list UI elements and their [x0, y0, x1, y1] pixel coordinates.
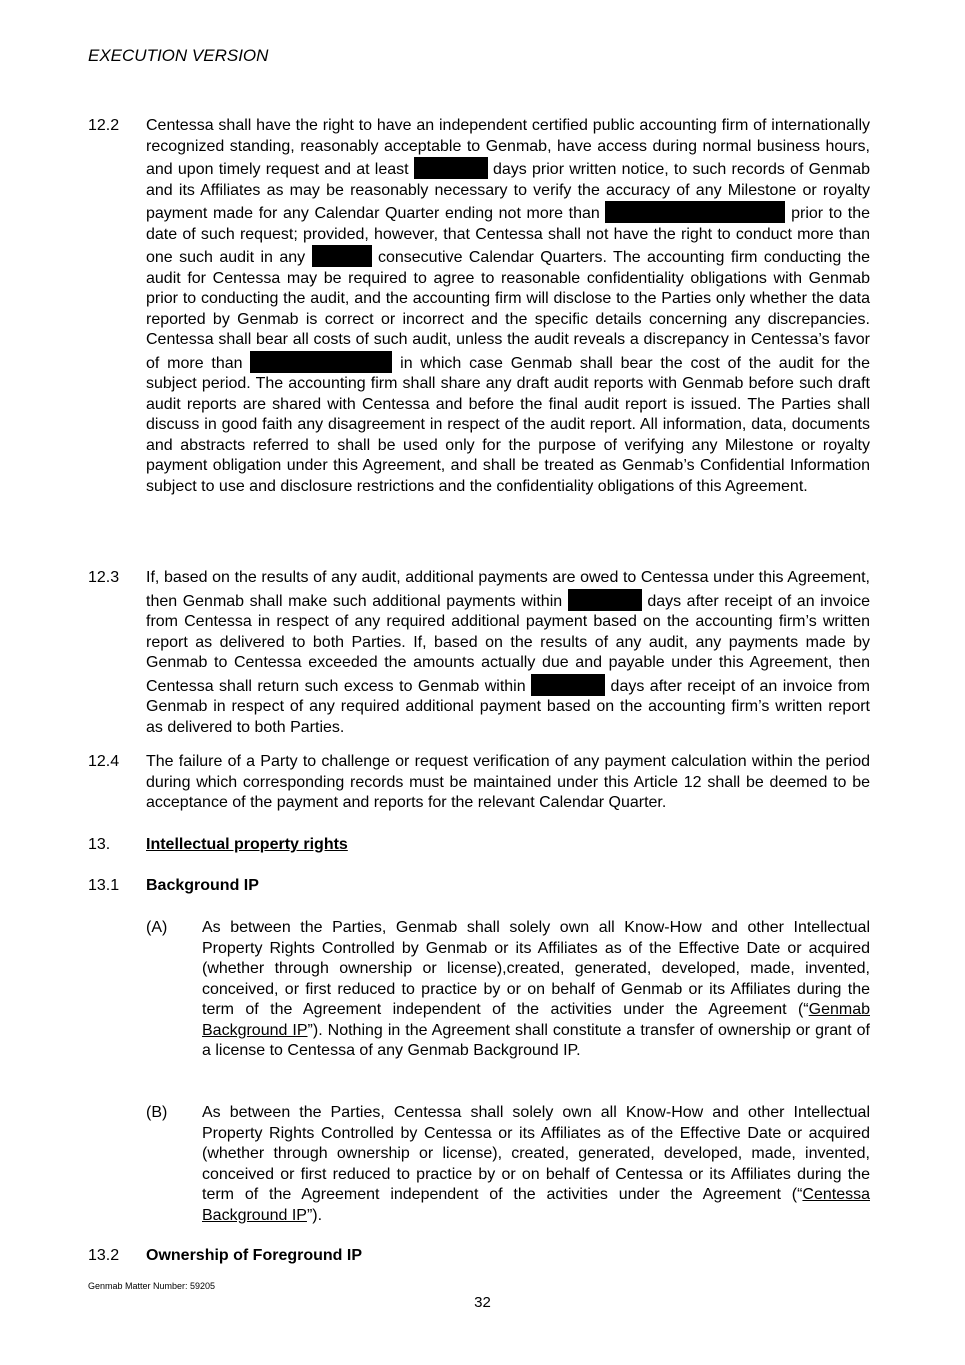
subsection-label: (A) [146, 919, 168, 936]
section-body: Centessa shall have the right to have an independent certified public accounting firm of internationally recognized standing, reasonably acceptable to Genmab, have access during normal business hours, and upon timely request and at least days prior written notice, to such records of Genmab and its Affiliates as may be reasonably necessary to verify the accuracy of any Milestone or royalty payment made for any Calendar Quarter ending not more than prior to the date of such request; provided, however, that Centessa shall not have the right to conduct more than one such audit in any consecutive Calendar Quarters. The accounting firm conducting the audit for Centessa may be required to agree to reasonable confidentiality obligations with Genmab prior to conducting the audit, and the accounting firm will disclose to the Parties only whether the data reported by Genmab is correct or incorrect and the specific details concerning any discrepancies. Centessa shall bear all costs of such audit, unless the audit reveals a discrepancy in Centessa’s favor of more than in which case Genmab shall bear the cost of the audit for the subject period. The accounting firm shall share any draft audit reports with Genmab before such draft audit reports are shared with Centessa and before the final audit report is issued. The Parties shall discuss in good faith any disagreement in respect of the audit report. All information, data, documents and abstracts referred to shall be used only for the purpose of verifying any Milestone or royalty payment obligation under this Agreement, and shall be treated as Genmab’s Confidential Information subject to use and disclosure restrictions and the confidentiality obligations of this Agreement. [146, 117, 871, 495]
section-number: 13. [88, 836, 111, 853]
page-number: 32 [474, 1294, 491, 1311]
redaction-block [250, 351, 392, 373]
section-number: 13.1 [88, 877, 120, 894]
redaction-block [312, 245, 372, 267]
subsection-body: As between the Parties, Centessa shall solely own all Know-How and other Intellectual Property Rights Controlled by Centessa or its Affiliates as of the Effective Date or acquired (whether through ownership or license), created, generated, developed, made, invented, conceived or first reduced to practice by or on behalf of Centessa or its Affiliates during the term of the Agreement independent of the activities under the Agreement (“Centessa Background IP”). [202, 1104, 870, 1224]
section-number: 12.3 [88, 569, 120, 586]
subsection-body: As between the Parties, Genmab shall solely own all Know-How and other Intellectual Property Rights Controlled by Genmab or its Affiliates as of the Effective Date or acquired (whether through ownership or license),created, generated, developed, made, invented, conceived, or first reduced to practice by or on behalf of Genmab or its Affiliates during the term of the Agreement independent of the activities under the Agreement (“Genmab Background IP”). Nothing in the Agreement shall constitute a transfer of ownership or grant of a license to Centessa of any Genmab Background IP. [202, 919, 870, 1059]
subsection-b [146, 1103, 870, 1226]
subsection-a [146, 918, 870, 1062]
defined-term: Centessa Background IP [202, 1186, 870, 1224]
redaction-block [414, 157, 488, 179]
section-title: Ownership of Foreground IP [146, 1247, 362, 1264]
section-12-3 [88, 568, 870, 738]
section-body: The failure of a Party to challenge or request verification of any payment calculation within the period during which corresponding records must be maintained under this Article 12 shall be deemed to be acceptance of the payment and reports for the relevant Calendar Quarter. [146, 753, 870, 811]
defined-term: Genmab Background IP [202, 1001, 870, 1039]
section-number: 13.2 [88, 1247, 120, 1264]
section-number: 12.2 [88, 117, 120, 134]
subsection-label: (B) [146, 1104, 168, 1121]
redaction-block [568, 589, 642, 611]
header-execution-version: EXECUTION VERSION [88, 46, 269, 65]
redaction-block [605, 201, 785, 223]
redaction-block [531, 674, 605, 696]
section-number: 12.4 [88, 753, 120, 770]
section-12-4 [88, 752, 870, 814]
matter-number: Genmab Matter Number: 59205 [88, 1281, 216, 1291]
section-body: If, based on the results of any audit, additional payments are owed to Centessa under this Agreement, then Genmab shall make such additional payments within days after receipt of an invoice from Centessa in respect of any required additional payment based on the accounting firm’s written report as delivered to both Parties. If, based on the results of any audit, any payments made by Genmab to Centessa exceeded the amounts actually due and payable under this Agreement, then Centessa shall return such excess to Genmab within days after receipt of an invoice from Genmab in respect of any required additional payment based on the accounting firm’s written report as delivered to both Parties. [146, 569, 871, 736]
section-title: Background IP [146, 877, 259, 894]
section-title: Intellectual property rights [146, 836, 348, 853]
section-12-2 [88, 116, 870, 497]
